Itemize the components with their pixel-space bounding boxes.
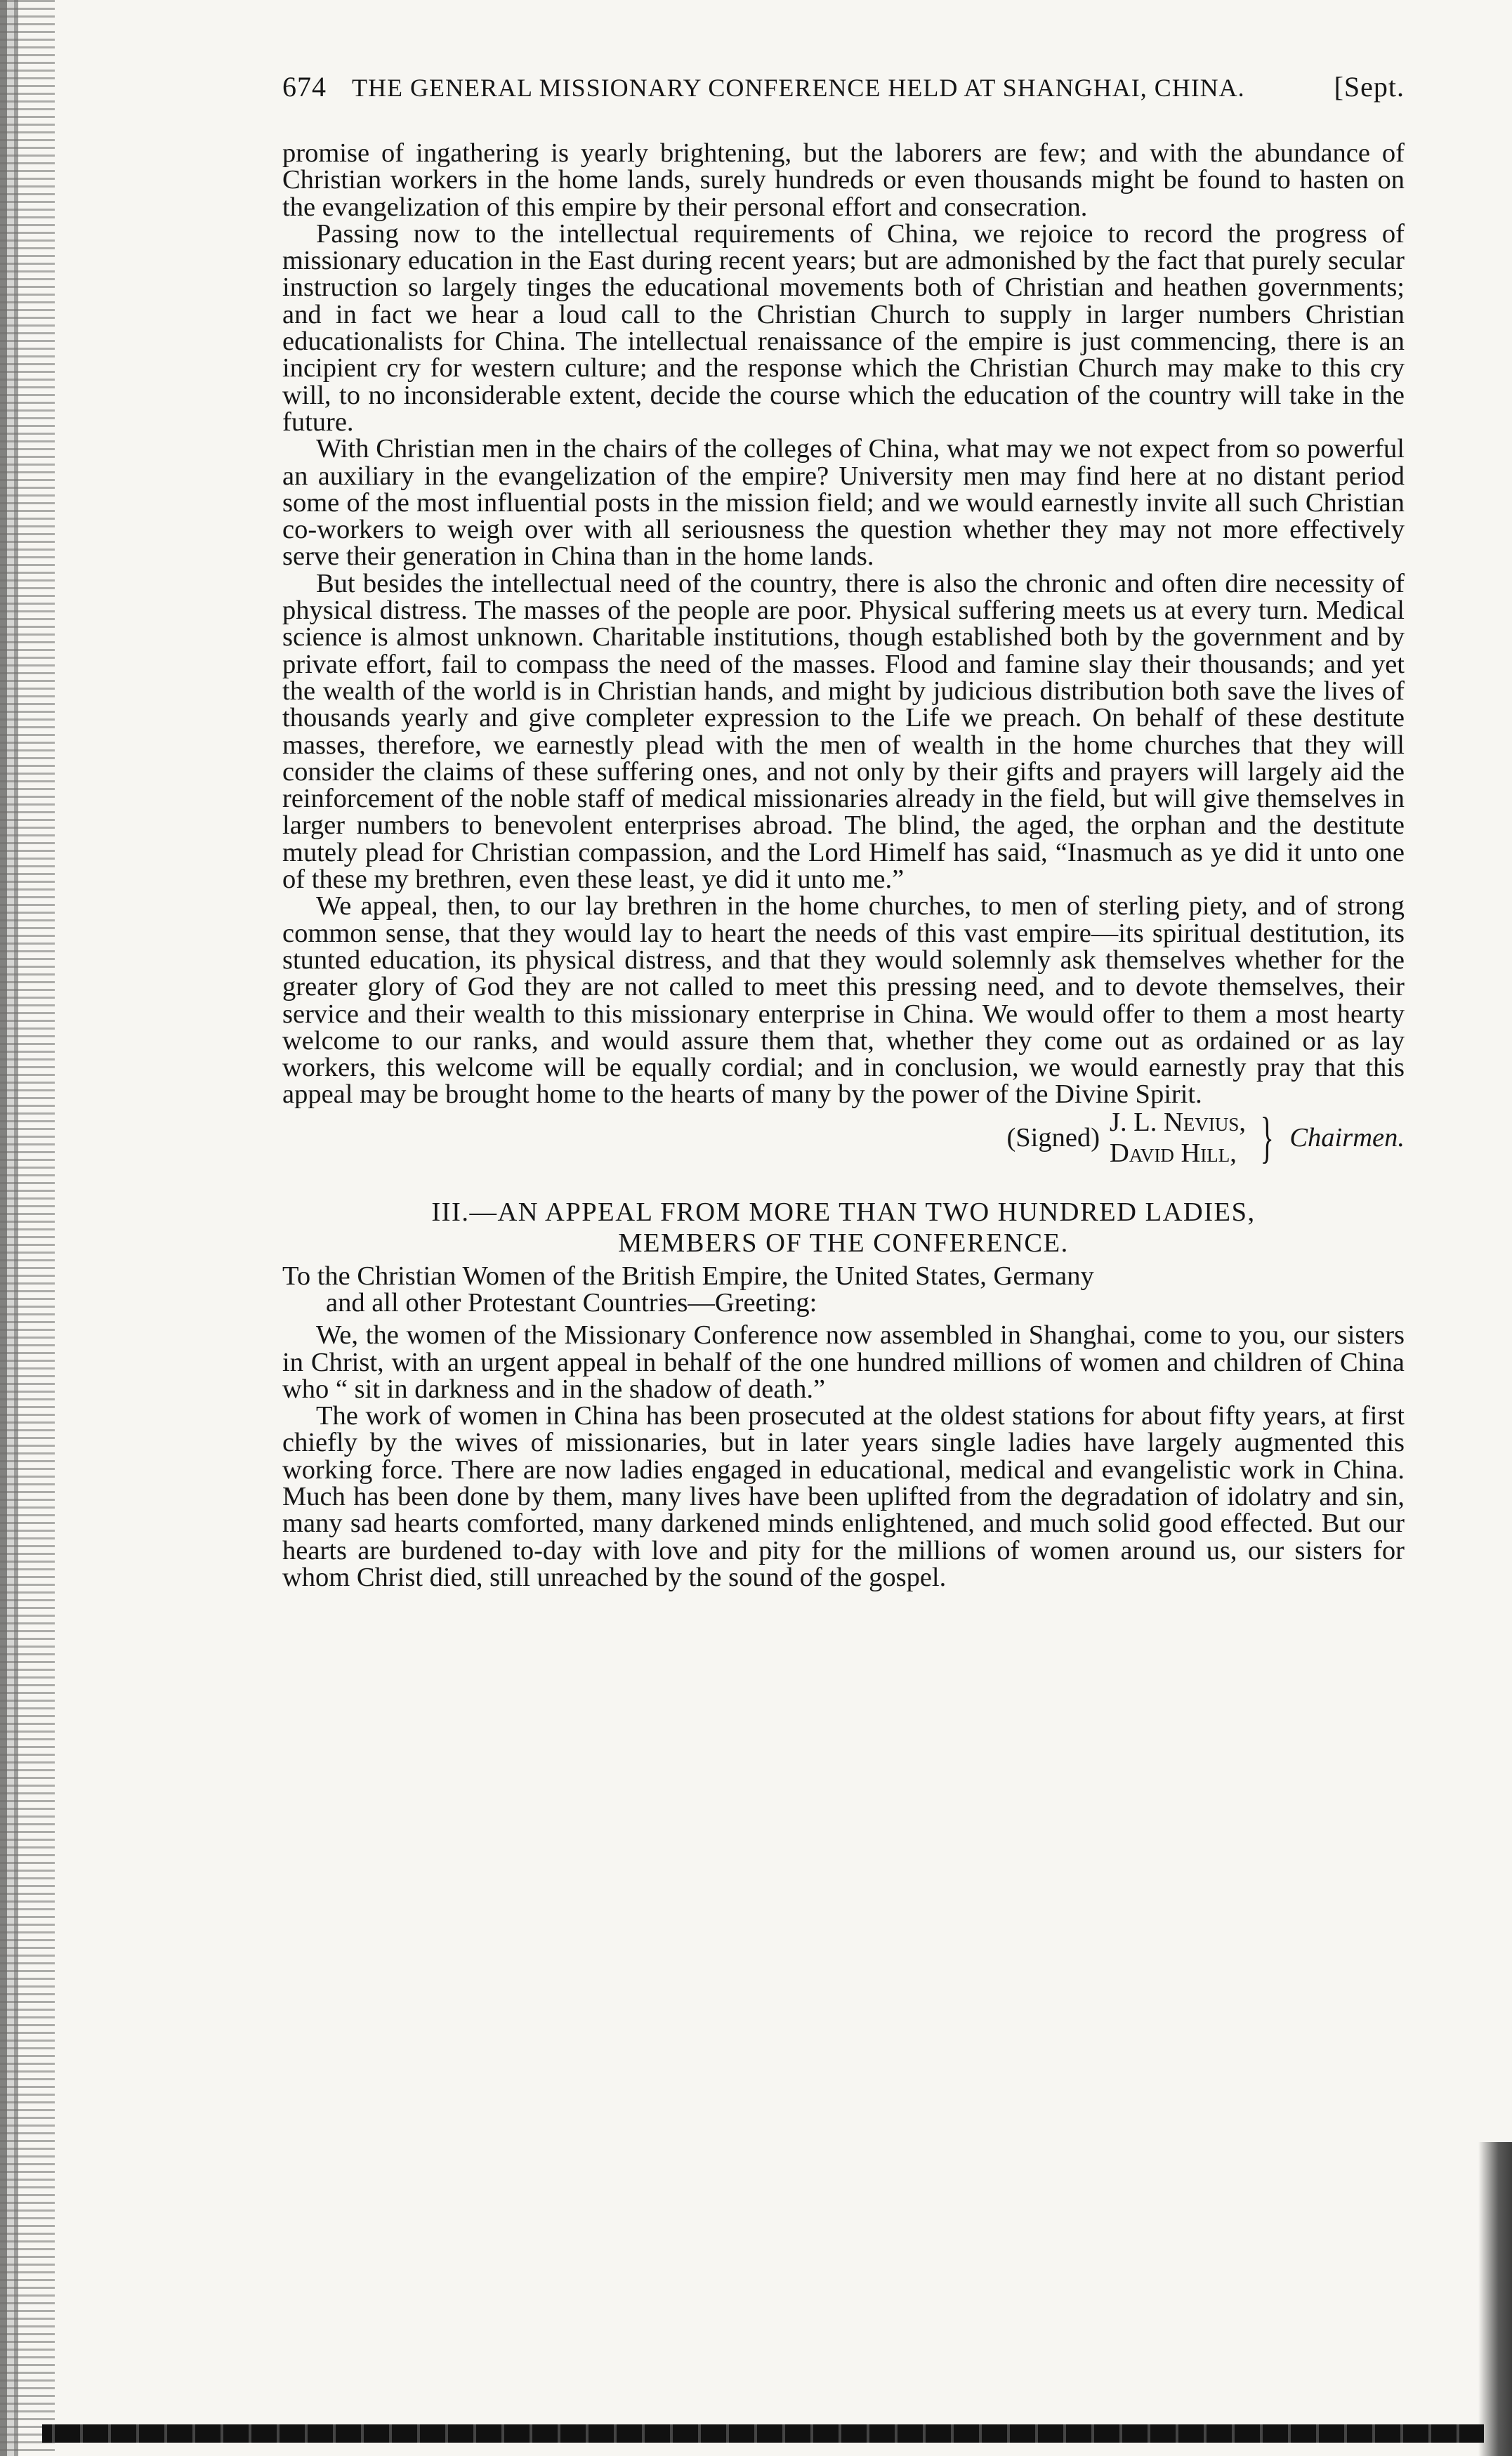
header-month: [Sept. <box>1334 71 1405 103</box>
signatory-hill: David Hill, <box>1110 1138 1237 1168</box>
section-paragraph-1: We, the women of the Missionary Conference now assembled in Shanghai, come to you, our sisters in Christ, with an urgent appeal in behalf of the one hundred millions of women and children of China who “ sit in darkness and in the shadow of death.” <box>282 1320 1405 1404</box>
section-heading-line2: MEMBERS OF THE CONFERENCE. <box>618 1228 1069 1258</box>
brace-icon: } <box>1260 1106 1274 1169</box>
page-content <box>282 70 1405 1591</box>
paragraph-4: But besides the intellectual need of the country, there is also the chronic and often dire necessity of physical distress. The masses of the people are poor. Physical suffering meets us at every turn. Medical science is almost unknown. Charitable institutions, though established both by the government and by private effort, fail to compass the need of the masses. Flood and famine slay their thousands; and yet the wealth of the world is in Christian hands, and might by judicious distribution both save the lives of thousands yearly and give completer expression to the Life we preach. On behalf of these destitute masses, therefore, we earnestly plead with the men of wealth in the home churches that they will consider the claims of these suffering ones, and not only by their gifts and prayers will largely aid the reinforcement of the noble staff of medical missionaries already in the field, but will give themselves in larger numbers to benevolent enterprises abroad. The blind, the aged, the orphan and the destitute mutely plead for Christian compassion, and the Lord Himelf has said, “Inasmuch as ye did it unto one of these my brethren, even these least, ye did it unto me.” <box>282 568 1405 895</box>
signatory-nevius: J. L. Nevius, <box>1110 1107 1246 1137</box>
scan-right-edge-shadow <box>1478 2142 1512 2456</box>
scan-bottom-edge <box>42 2424 1484 2443</box>
running-header <box>282 70 1405 103</box>
signature-block <box>282 1107 1405 1169</box>
signatory-role: Chairmen. <box>1289 1122 1405 1153</box>
paragraph-3: With Christian men in the chairs of the colleges of China, what may we not expect from so powerful an auxiliary in the evangelization of the empire? University men may find here at no distant period some of the most influential posts in the mission field; and we would earnestly invite all such Christian co-workers to weigh over with all seriousness the question whether they may not more effectively serve their generation in China than in the home lands. <box>282 434 1405 572</box>
paragraph-5: We appeal, then, to our lay brethren in the home churches, to men of sterling piety, and of strong common sense, that they would lay to heart the needs of this vast empire—its spiritual destitution, its stunted education, its physical distress, and that they would solemnly ask themselves whether for the greater glory of God they are not called to meet this pressing need, and to devote themselves, their service and their wealth to this missionary enterprise in China. We would offer to them a most hearty welcome to our ranks, and would assure them that, whether they come out as ordained or as lay workers, this welcome will be equally cordial; and in conclusion, we would earnestly pray that this appeal may be brought home to the hearts of many by the power of the Divine Spirit. <box>282 891 1405 1110</box>
section-greeting <box>282 1263 1405 1317</box>
section-heading-line1: III.—AN APPEAL FROM MORE THAN TWO HUNDRED LADIES, <box>431 1197 1256 1227</box>
signatory-names <box>1110 1107 1246 1169</box>
running-title: THE GENERAL MISSIONARY CONFERENCE HELD AT SHANGHAI, CHINA. <box>352 74 1245 102</box>
paragraph-2: Passing now to the intellectual requirements of China, we rejoice to record the progress of missionary education in the East during recent years; but are admonished by the fact that purely secular instruction so largely tinges the educational movements both of Christian and heathen governments; and in fact we hear a loud call to the Christian Church to supply in larger numbers Christian educationalists for China. The intellectual renaissance of the empire is just commencing, there is an incipient cry for western culture; and the response which the Christian Church may make to this cry will, to no inconsiderable extent, decide the course which the education of the country will take in the future. <box>282 218 1405 437</box>
signed-label: (Signed) <box>1006 1122 1100 1153</box>
page-number: 674 <box>282 71 327 103</box>
section-heading <box>282 1197 1405 1259</box>
greeting-line1: To the Christian Women of the British Empire, the United States, Germany <box>282 1261 1094 1291</box>
greeting-line2: and all other Protestant Countries—Greeting: <box>326 1287 817 1318</box>
section-paragraph-2: The work of women in China has been prosecuted at the oldest stations for about fifty years, at first chiefly by the wives of missionaries, but in later years single ladies have largely augmented this working force. There are now ladies engaged in educational, medical and evangelistic work in China. Much has been done by them, many lives have been uplifted from the degradation of idolatry and sin, many sad hearts comforted, many darkened minds enlightened, and much solid good effected. But our hearts are burdened to-day with love and pity for the millions of women around us, our sisters for whom Christ died, still unreached by the sound of the gospel. <box>282 1401 1405 1592</box>
paragraph-1: promise of ingathering is yearly brightening, but the laborers are few; and with the abundance of Christian workers in the home lands, surely hundreds or even thousands might be found to hasten on the evangelization of this empire by their personal effort and consecration. <box>282 138 1405 222</box>
scan-binding-edge <box>0 0 55 2456</box>
